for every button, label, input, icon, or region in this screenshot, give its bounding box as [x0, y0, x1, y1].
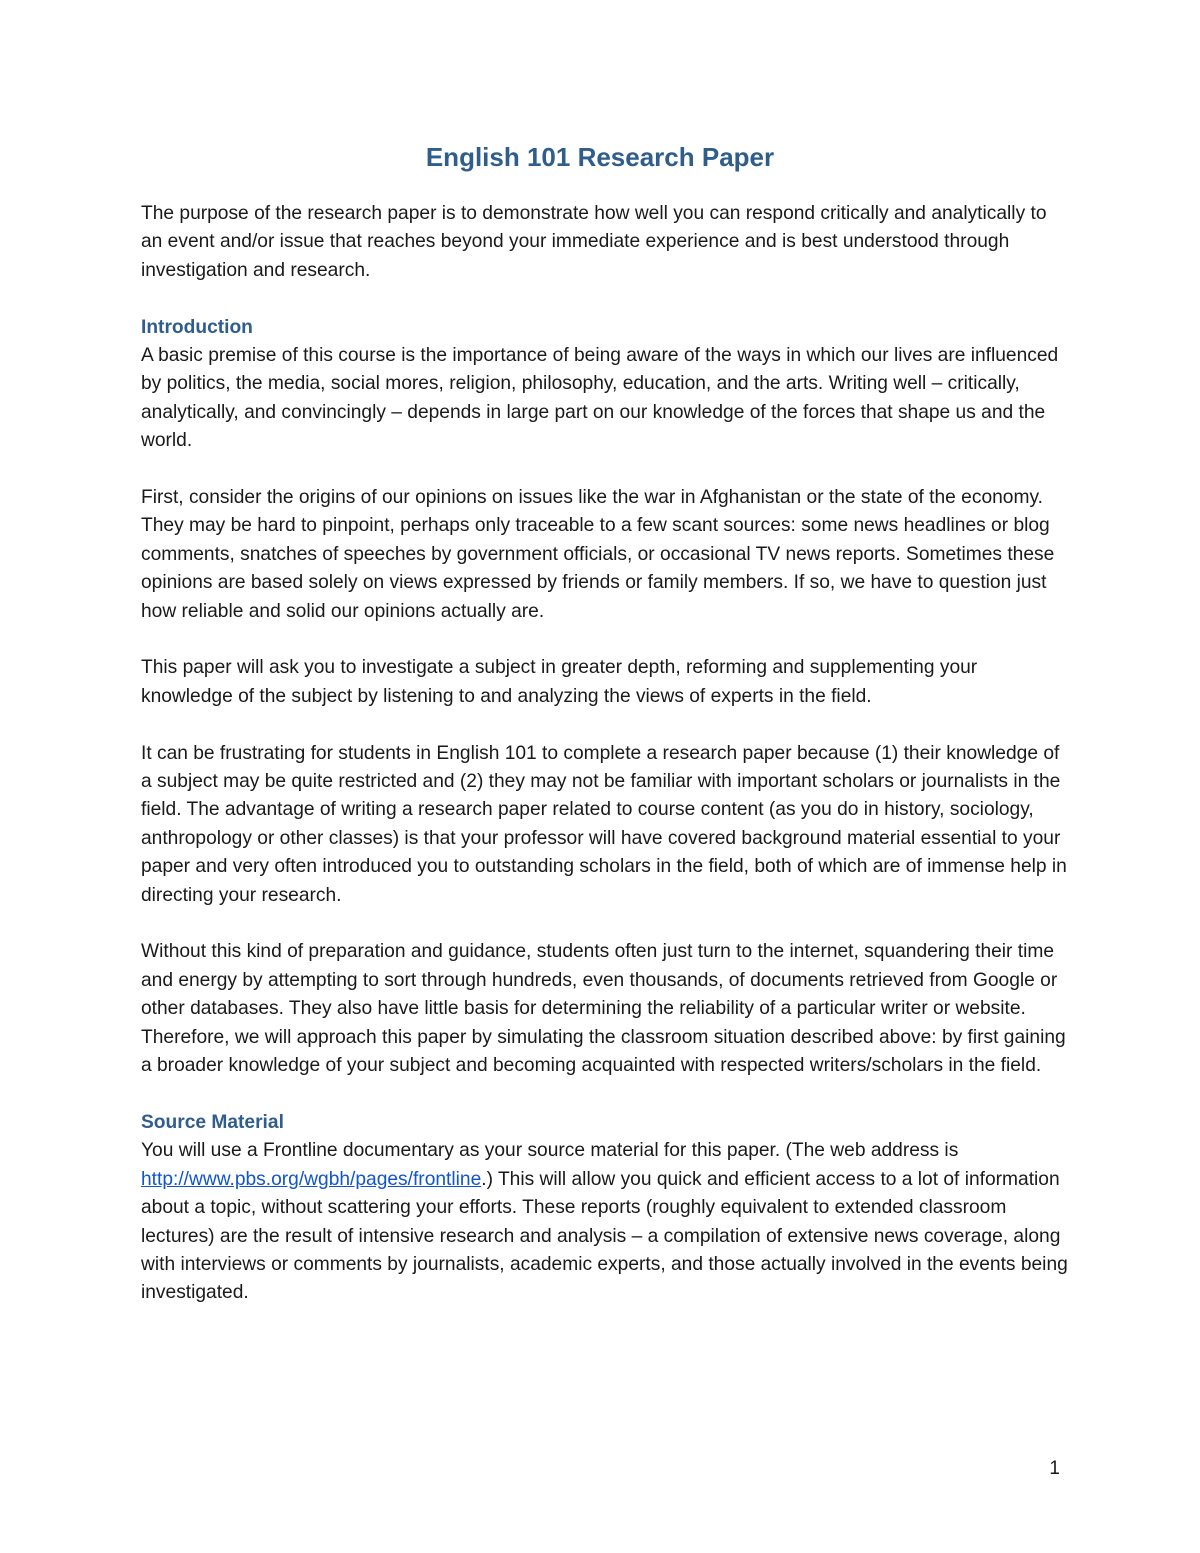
source-material-text-after-link: .) This will allow you quick and efficient access to a lot of information about a topic, without scattering your efforts. These reports (roughly equivalent to extended classroom lectures) are the result of intensive research and analysis – a compilation of extensive news coverage, along with interviews or comments by journalists, academic experts, and those actually involved in the events being investigated. — [141, 1168, 1068, 1304]
introduction-heading: Introduction — [141, 316, 253, 338]
intro-paragraph: The purpose of the research paper is to demonstrate how well you can respond critically and analytically to an event and/or issue that reaches beyond your immediate experience and is best understood through investigation and research. — [141, 203, 1047, 281]
introduction-paragraph-5: Without this kind of preparation and guidance, students often just turn to the internet, squandering their time and energy by attempting to sort through hundreds, even thousands, of documents retrieved from Google or other databases. They also have little basis for determining the reliability of a particular writer or website. Therefore, we will approach this paper by simulating the classroom situation described above: by first gaining a broader knowledge of your subject and becoming acquainted with respected writers/scholars in the field. — [141, 941, 1066, 1077]
document-body — [141, 200, 1071, 1308]
source-material-section — [141, 1109, 1071, 1308]
source-material-text-before-link: You will use a Frontline documentary as your source material for this paper. (The web address is — [141, 1140, 959, 1162]
document-title: English 101 Research Paper — [425, 142, 775, 172]
source-material-heading: Source Material — [141, 1111, 284, 1133]
introduction-paragraph-3: This paper will ask you to investigate a subject in greater depth, reforming and supplementing your knowledge of the subject by listening to and analyzing the views of experts in the field. — [141, 657, 978, 707]
source-material-paragraph — [141, 1137, 1071, 1307]
page-number: 1 — [1049, 1458, 1060, 1479]
introduction-paragraph-1: A basic premise of this course is the importance of being aware of the ways in which our lives are influenced by politics, the media, social mores, religion, philosophy, education, and the arts. Writing well – critically, analytically, and convincingly – depends in large part on our knowledge of the forces that shape us and the world. — [141, 345, 1059, 452]
introduction-section — [141, 314, 1071, 1081]
frontline-link[interactable]: http://www.pbs.org/wgbh/pages/frontline — [141, 1168, 482, 1190]
introduction-paragraph-4: It can be frustrating for students in English 101 to complete a research paper because (1) their knowledge of a subject may be quite restricted and (2) they may not be familiar with important scholars or journalists in the field. The advantage of writing a research paper related to course content (as you do in history, sociology, anthropology or other classes) is that your professor will have covered background material essential to your paper and very often introduced you to outstanding scholars in the field, both of which are of immense help in directing your research. — [141, 742, 1067, 906]
introduction-paragraph-2: First, consider the origins of our opinions on issues like the war in Afghanistan or the state of the economy. They may be hard to pinpoint, perhaps only traceable to a few scant sources: some news headlines or blog comments, snatches of speeches by government officials, or occasional TV news reports. Sometimes these opinions are based solely on views expressed by friends or family members. If so, we have to question just how reliable and solid our opinions actually are. — [141, 487, 1055, 622]
